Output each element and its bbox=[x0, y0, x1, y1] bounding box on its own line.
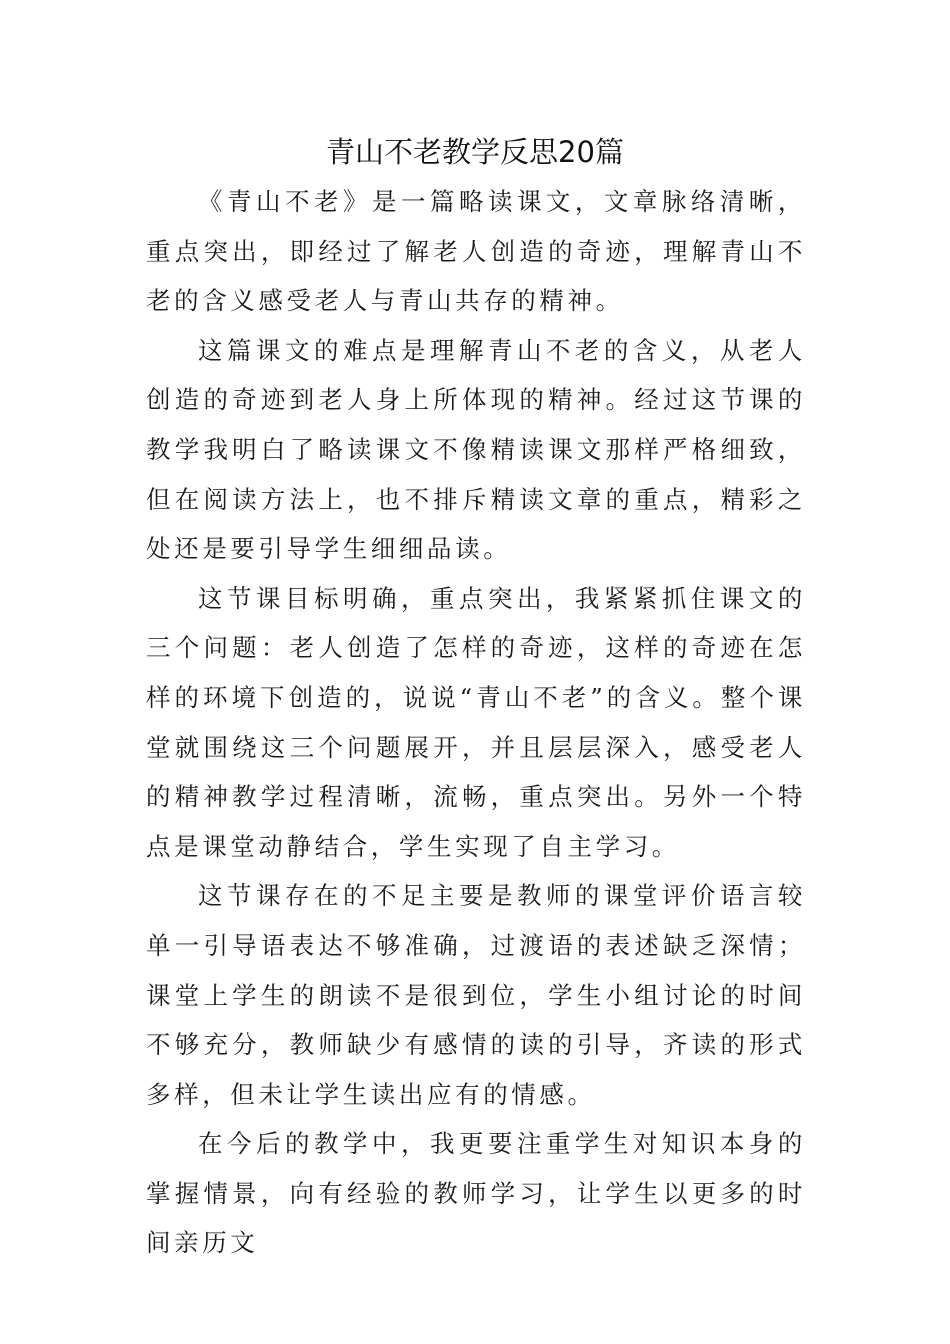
document-title: 青山不老教学反思20篇 bbox=[326, 135, 624, 169]
paragraph-2: 这篇课文的难点是理解青山不老的含义，从老人创造的奇迹到老人身上所体现的精神。经过这节课的教学我明白了略读课文不像精读课文那样严格细致，但在阅读方法上，也不排斥精读文章的重点，精彩之处还是要引导学生细细品读。 bbox=[146, 335, 806, 564]
document-body bbox=[146, 177, 806, 1268]
paragraph-5: 在今后的教学中，我更要注重学生对知识本身的掌握情景，向有经验的教师学习，让学生以更多的时间亲历文 bbox=[146, 1129, 806, 1258]
paragraph-1: 《青山不老》是一篇略读课文，文章脉络清晰，重点突出，即经过了解老人创造的奇迹，理解青山不老的含义感受老人与青山共存的精神。 bbox=[146, 187, 806, 316]
paragraph-4: 这节课存在的不足主要是教师的课堂评价语言较单一引导语表达不够准确，过渡语的表述缺乏深情；课堂上学生的朗读不是很到位，学生小组讨论的时间不够充分，教师缺少有感情的读的引导，齐读的形式多样，但未让学生读出应有的情感。 bbox=[146, 881, 806, 1109]
paragraph-3: 这节课目标明确，重点突出，我紧紧抓住课文的三个问题：老人创造了怎样的奇迹，这样的奇迹在怎样的环境下创造的，说说“青山不老”的含义。整个课堂就围绕这三个问题展开，并且层层深入，感受老人的精神教学过程清晰，流畅，重点突出。另外一个特点是课堂动静结合，学生实现了自主学习。 bbox=[146, 583, 806, 861]
